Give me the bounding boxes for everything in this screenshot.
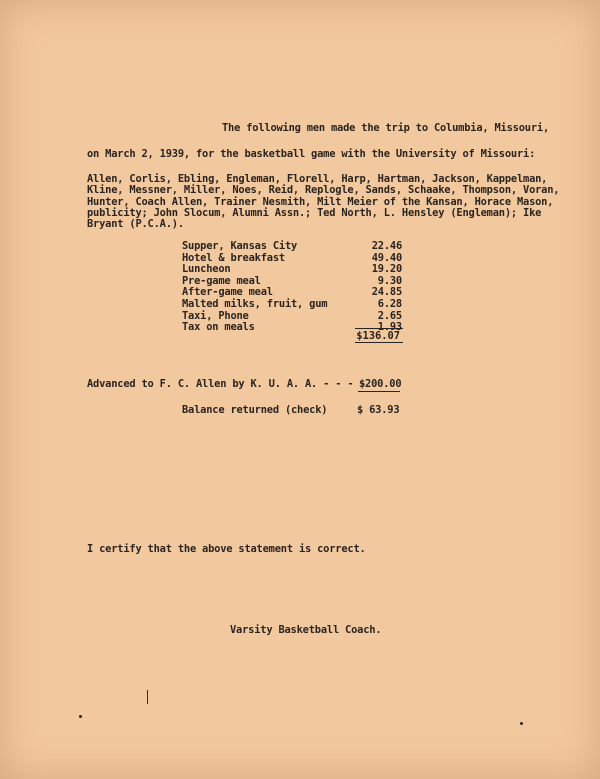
names-line: Hunter, Coach Allen, Trainer Nesmith, Milt Meier of the Kansan, Horace Mason,	[87, 195, 554, 208]
expense-amount: 2.65	[377, 309, 402, 322]
intro-line-1: The following men made the trip to Columbia, Missouri,	[222, 122, 550, 134]
balance-amount: $ 63.93	[357, 404, 400, 416]
expense-table	[182, 240, 402, 333]
ink-dot	[79, 715, 82, 718]
total-underline	[355, 342, 403, 343]
expense-item: Luncheon	[182, 263, 231, 276]
expense-amount: 22.46	[371, 240, 402, 252]
expense-item: Malted milks, fruit, gum	[182, 297, 328, 310]
names-line: Kline, Messner, Miller, Noes, Reid, Replogle, Sands, Schaake, Thompson, Voran,	[87, 184, 560, 197]
expense-amount: 9.30	[377, 274, 402, 287]
names-list	[87, 173, 560, 231]
ink-dot	[520, 722, 523, 725]
expense-item: After-game meal	[182, 286, 273, 299]
expense-row	[182, 252, 402, 264]
expense-amount: 49.40	[371, 251, 402, 264]
expense-row	[182, 286, 402, 298]
expense-row	[182, 275, 402, 287]
expense-row	[182, 240, 402, 252]
names-line: Bryant (P.C.A.).	[87, 218, 184, 231]
ink-mark	[147, 690, 148, 704]
names-line: publicity; John Slocum, Alumni Assn.; Ted North, L. Hensley (Engleman); Ike	[87, 206, 542, 219]
signature-line: Varsity Basketball Coach.	[230, 624, 382, 636]
expense-item: Pre-game meal	[182, 274, 261, 287]
balance-label: Balance returned (check)	[182, 404, 328, 416]
expense-amount: 19.20	[371, 263, 402, 276]
expense-item: Hotel & breakfast	[182, 251, 285, 264]
expense-amount: 24.85	[371, 286, 402, 299]
expense-row	[182, 298, 402, 310]
expense-item: Tax on meals	[182, 321, 255, 334]
advanced-underline	[358, 391, 400, 392]
expense-item: Supper, Kansas City	[182, 240, 298, 252]
expense-row	[182, 263, 402, 275]
advanced-amount: $200.00	[359, 378, 402, 390]
advanced-label: Advanced to F. C. Allen by K. U. A. A. - - - -	[87, 378, 366, 390]
total-rule	[355, 328, 403, 329]
intro-line-2: on March 2, 1939, for the basketball game with the University of Missouri:	[87, 148, 536, 160]
expense-total: $136.07	[356, 330, 400, 342]
expense-row	[182, 310, 402, 322]
expense-amount: 6.28	[377, 297, 402, 310]
expense-item: Taxi, Phone	[182, 309, 249, 322]
names-line: Allen, Corlis, Ebling, Engleman, Florell, Harp, Hartman, Jackson, Kappelman,	[87, 173, 548, 185]
certification-text: I certify that the above statement is correct.	[87, 543, 366, 555]
